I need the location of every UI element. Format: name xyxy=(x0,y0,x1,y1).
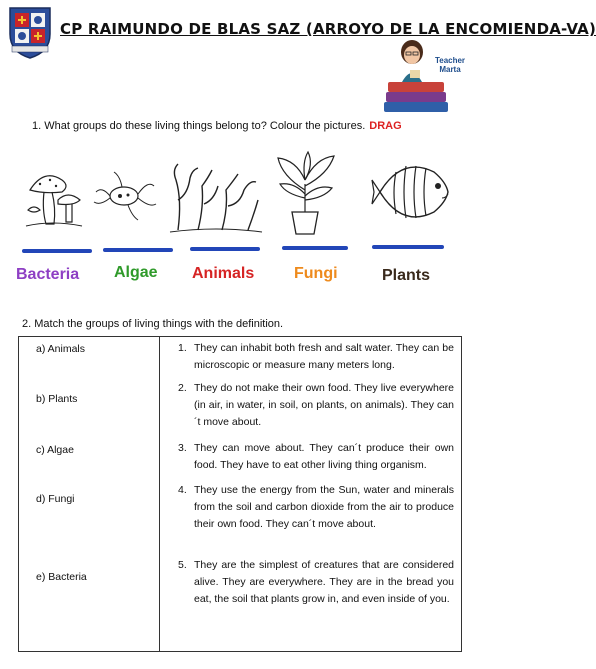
definition-text: They can inhabit both fresh and salt water. They can be microscopic or measure many meters long. xyxy=(194,342,454,371)
drop-line[interactable] xyxy=(22,249,92,253)
school-title: CP RAIMUNDO DE BLAS SAZ (ARROYO DE LA ENCOMIENDA-VA) xyxy=(60,20,596,38)
coral-picture[interactable] xyxy=(168,160,264,234)
potted-plant-picture[interactable] xyxy=(272,150,338,236)
group-label-plants[interactable]: Plants xyxy=(382,267,431,284)
group-label-bacteria[interactable]: Bacteria xyxy=(16,266,80,283)
teacher-label: Teacher Marta xyxy=(434,56,466,74)
group-label-animals[interactable]: Animals xyxy=(192,265,255,282)
definition-number: 5. xyxy=(178,559,187,571)
definition-text: They are the simplest of creatures that are considered alive. They are everywhere. They are in the bread you eat, the soil that plants grow in, and even inside of you. xyxy=(194,559,454,605)
group-item-animals: a) Animals xyxy=(36,343,86,355)
definition-text: They use the energy from the Sun, water and minerals from the soil and carbon dioxide from the air to produce their own food. They can´t move about. xyxy=(194,484,454,530)
group-item-bacteria: e) Bacteria xyxy=(36,571,87,583)
drop-line[interactable] xyxy=(372,245,444,249)
group-label-fungi[interactable]: Fungi xyxy=(294,265,338,282)
question-1-text xyxy=(32,120,402,132)
definition-3 xyxy=(178,440,454,474)
definition-number: 3. xyxy=(178,442,187,454)
fish-picture[interactable] xyxy=(372,152,458,232)
definition-5 xyxy=(178,557,454,608)
definition-2 xyxy=(178,380,454,431)
group-label-algae[interactable]: Algae xyxy=(114,264,158,281)
definition-4 xyxy=(178,482,454,533)
bacteria-picture[interactable] xyxy=(92,166,158,226)
definition-number: 4. xyxy=(178,484,187,496)
definition-text: They do not make their own food. They live everywhere (in air, in water, in soil, on plants, on animals). They can´t move about. xyxy=(194,382,454,428)
definition-1 xyxy=(178,340,454,374)
definition-number: 1. xyxy=(178,342,187,354)
drop-line[interactable] xyxy=(190,247,260,251)
drag-label: DRAG xyxy=(369,120,402,132)
definition-text: They can move about. They can´t produce their own food. They have to eat other living thing organism. xyxy=(194,442,454,471)
question-2-text: 2. Match the groups of living things with the definition. xyxy=(22,318,284,330)
group-item-plants: b) Plants xyxy=(36,393,78,405)
teacher-avatar-illustration xyxy=(382,38,470,118)
school-crest-logo xyxy=(6,4,54,60)
drop-line[interactable] xyxy=(282,246,348,250)
group-item-fungi: d) Fungi xyxy=(36,493,75,505)
group-item-algae: c) Algae xyxy=(36,444,74,456)
question-1-prompt: 1. What groups do these living things belong to? Colour the pictures. xyxy=(32,120,366,132)
drop-line[interactable] xyxy=(103,248,173,252)
mushrooms-picture[interactable] xyxy=(22,160,84,230)
definition-number: 2. xyxy=(178,382,187,394)
